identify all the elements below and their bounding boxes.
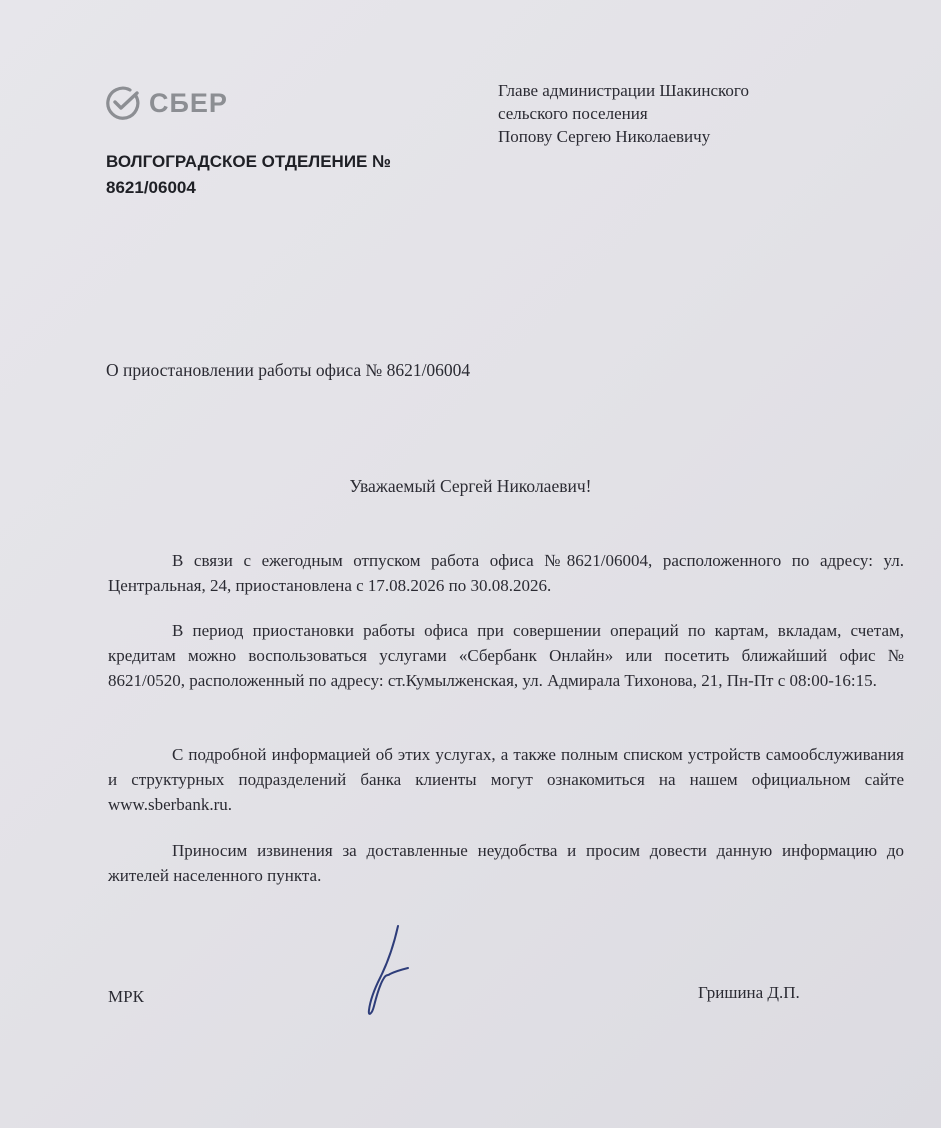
addressee-line-1: Главе администрации Шакинского [498, 81, 749, 100]
body-paragraph-1: В связи с ежегодным отпуском работа офиса №8621/06004, расположенного по адресу: ул. Центральная, 24, приостановлена с 17.08.2026 по 30.08.2026. [108, 551, 904, 595]
sber-logo [106, 86, 228, 120]
body-paragraph-4: Приносим извинения за доставленные неудобства и просим довести данную информацию до жителей населенного пункта. [108, 841, 904, 885]
branch-line-1: ВОЛГОГРАДСКОЕ ОТДЕЛЕНИЕ № [106, 152, 392, 171]
logo-text: СБЕР [149, 87, 228, 118]
branch-name [106, 149, 391, 201]
letter-subject: О приостановлении работы офиса № 8621/06004 [106, 360, 471, 380]
body-paragraph-3: С подробной информацией об этих услугах, а также полным списком устройств самообслуживания и структурных подразделений банка клиенты могут ознакомиться на нашем официальном сайте www.sberbank.ru. [108, 745, 904, 814]
sber-logo-icon [106, 86, 140, 120]
addressee-line-2: сельского поселения [498, 104, 648, 123]
letter-greeting: Уважаемый Сергей Николаевич! [349, 476, 592, 496]
handwritten-signature [358, 922, 418, 1022]
branch-line-2: 8621/06004 [106, 178, 196, 197]
signer-name: Гришина Д.П. [698, 983, 800, 1002]
sender-position: МРК [108, 987, 144, 1006]
addressee-line-3: Попову Сергею Николаевичу [498, 127, 711, 146]
addressee-block [498, 79, 749, 148]
body-paragraph-2: В период приостановки работы офиса при совершении операций по картам, вкладам, счетам, кредитам можно воспользоваться услугами «Сбербанк Онлайн» или посетить ближайший офис № 8621/0520, расположенный по адресу: ст.Кумылженская, ул. Адмирала Тихонова, 21, Пн-Пт с 08:00-16:15. [108, 621, 904, 690]
